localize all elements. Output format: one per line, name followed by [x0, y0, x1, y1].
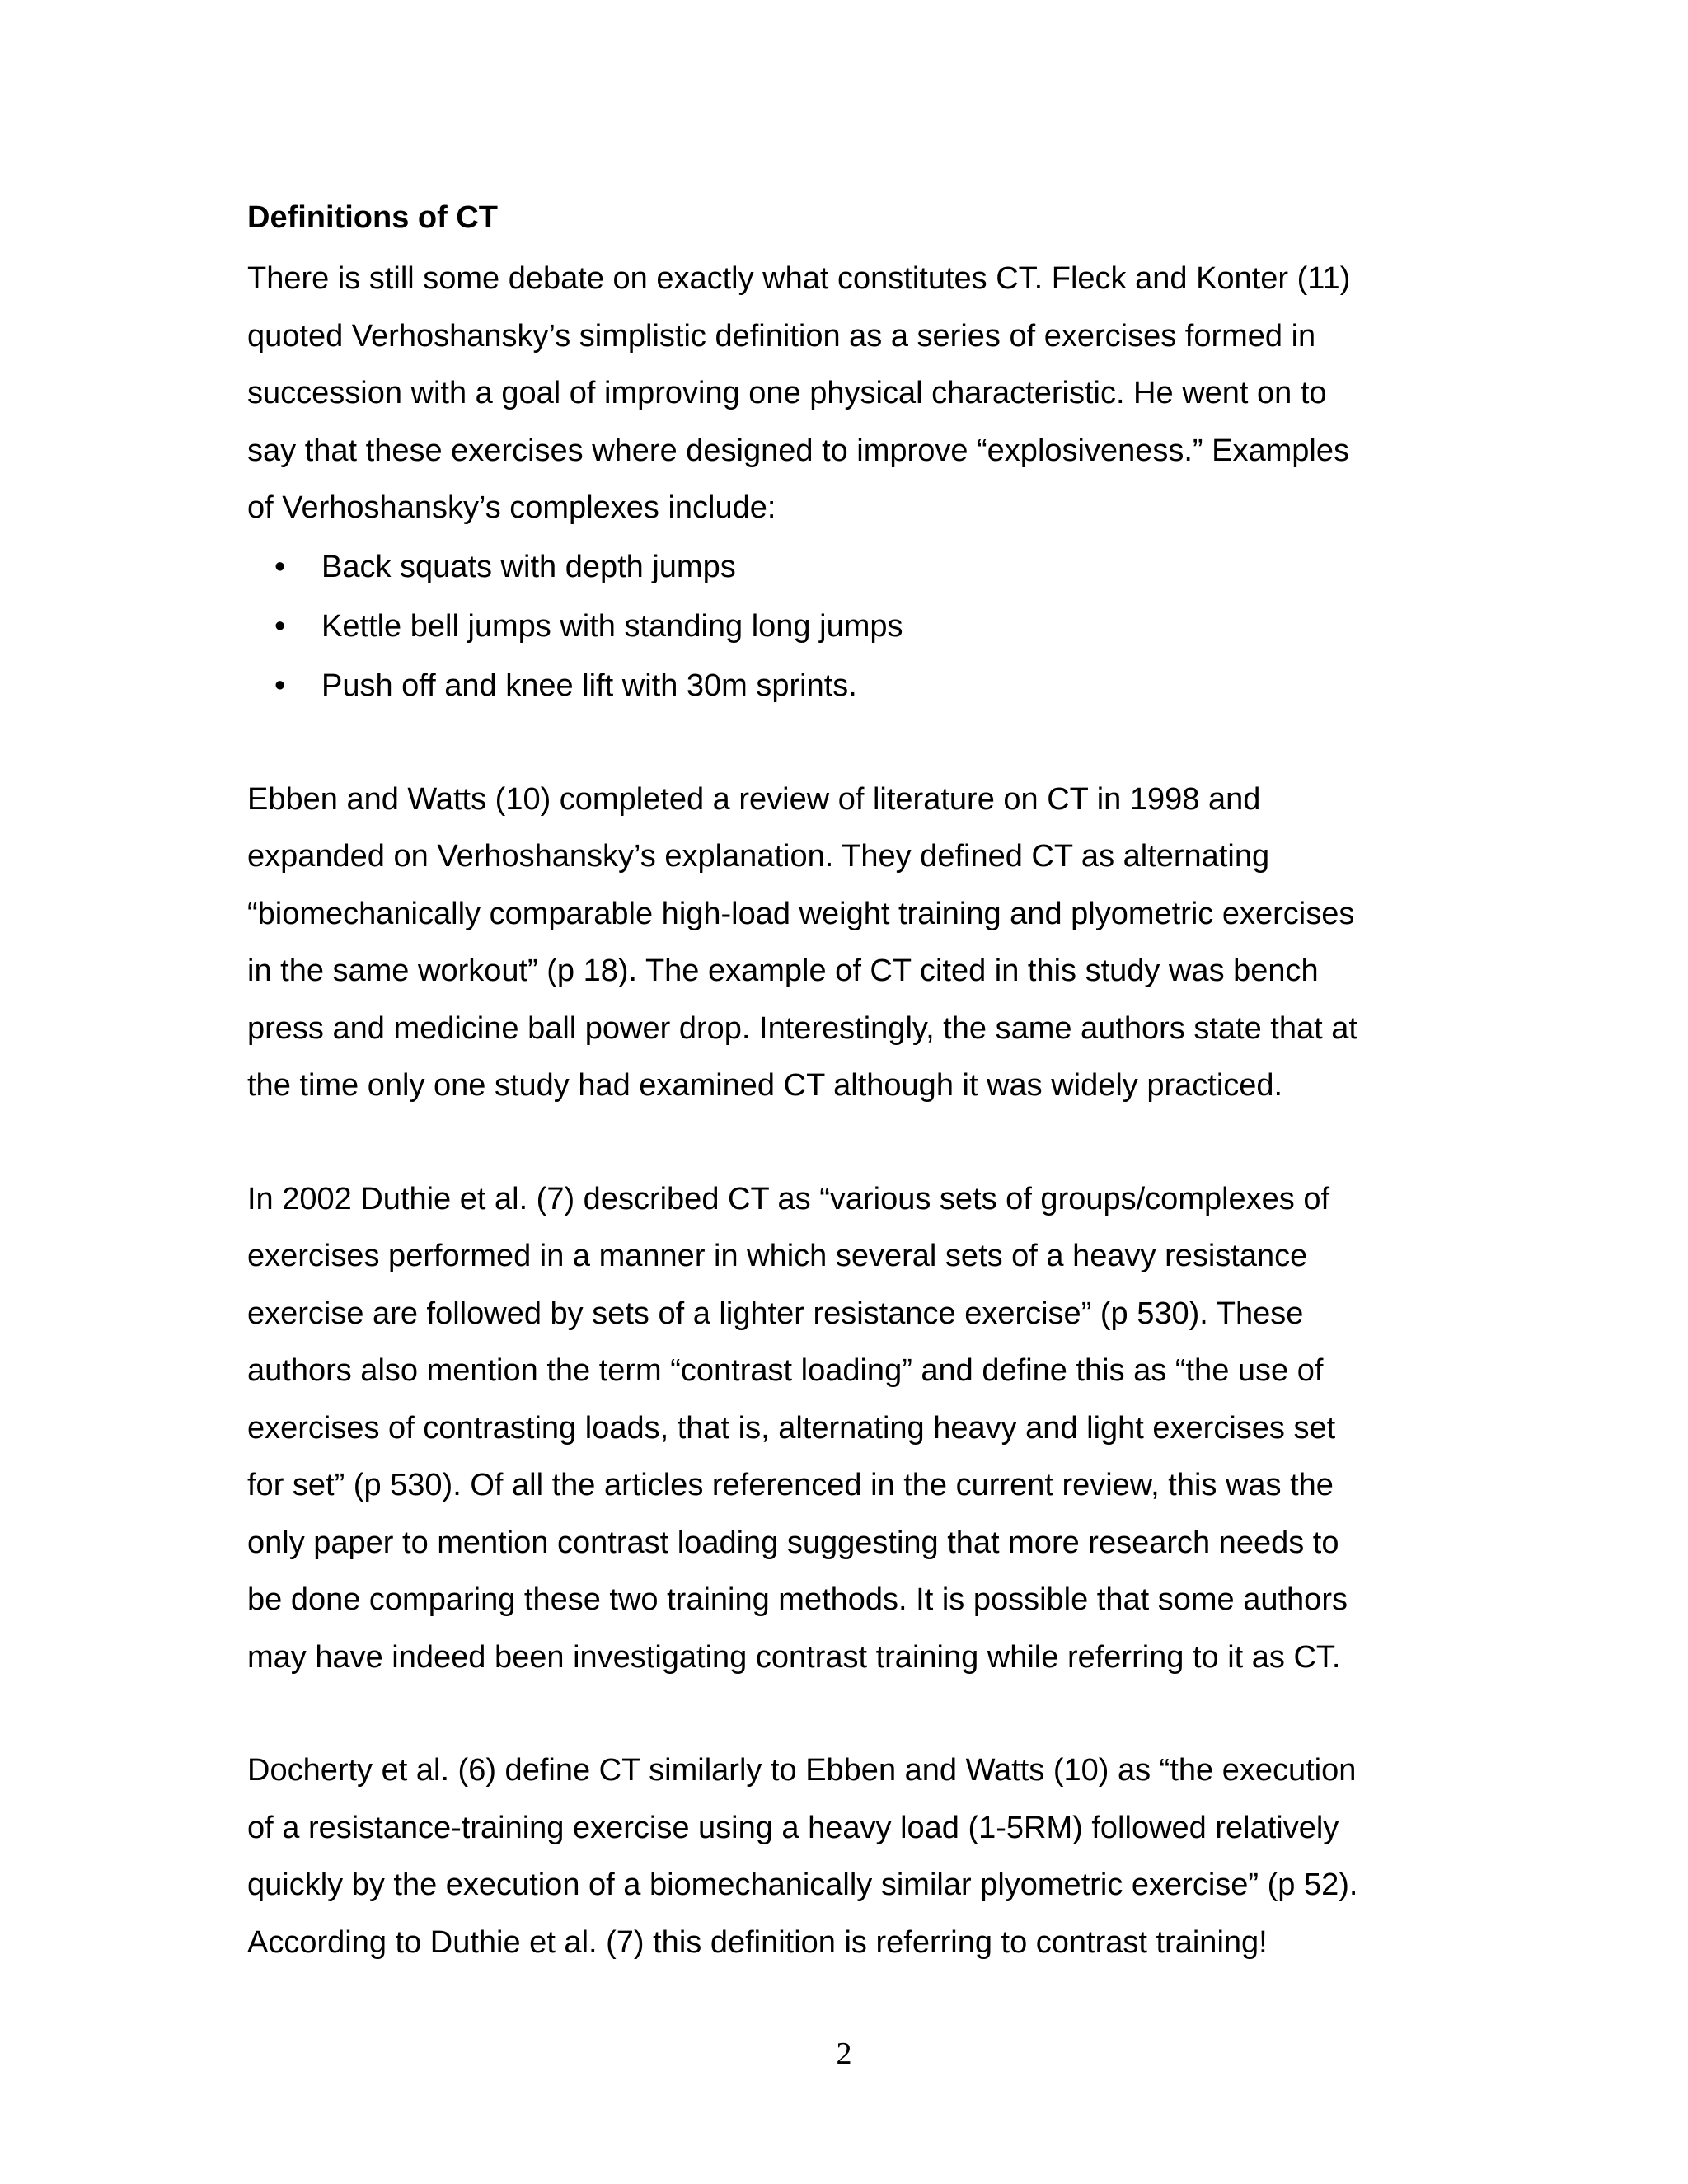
text-line: only paper to mention contrast loading suggesting that more research needs to — [247, 1525, 1339, 1560]
section-heading: Definitions of CT — [247, 200, 498, 235]
text-line: quoted Verhoshansky’s simplistic definition as a series of exercises formed in — [247, 318, 1316, 354]
text-line: quickly by the execution of a biomechanically similar plyometric exercise” (p 52). — [247, 1868, 1358, 1902]
paragraph-gap — [247, 1686, 1442, 1742]
page-number: 2 — [836, 2036, 852, 2071]
bullet-icon: • — [274, 608, 286, 644]
text-line: in the same workout” (p 18). The example of CT cited in this study was bench — [247, 954, 1319, 988]
complexes-list — [247, 537, 1442, 715]
text-line: In 2002 Duthie et al. (7) described CT as “various sets of groups/complexes of — [247, 1181, 1330, 1216]
paragraph-2 — [247, 771, 1442, 1115]
paragraph-1 — [247, 251, 1442, 537]
bullet-icon: • — [274, 549, 286, 584]
text-line: authors also mention the term “contrast loading” and define this as “the use of — [247, 1353, 1324, 1388]
list-item — [247, 656, 1442, 715]
list-item-text: Back squats with depth jumps — [321, 549, 736, 584]
text-line: exercises performed in a manner in which several sets of a heavy resistance — [247, 1239, 1308, 1273]
text-line: exercises of contrasting loads, that is, alternating heavy and light exercises set — [247, 1410, 1336, 1446]
text-line: be done comparing these two training methods. It is possible that some authors — [247, 1582, 1348, 1617]
text-line: “biomechanically comparable high-load weight training and plyometric exercises — [247, 896, 1355, 931]
text-line: succession with a goal of improving one physical characteristic. He went on to — [247, 376, 1327, 410]
text-line: of a resistance-training exercise using a heavy load (1-5RM) followed relatively — [247, 1810, 1339, 1845]
list-item — [247, 537, 1442, 597]
list-item-text: Push off and knee lift with 30m sprints. — [321, 668, 857, 703]
text-line: exercise are followed by sets of a lighter resistance exercise” (p 530). These — [247, 1296, 1304, 1331]
text-line: of Verhoshansky’s complexes include: — [247, 490, 776, 525]
paragraph-gap — [247, 1115, 1442, 1171]
document-body — [247, 194, 1442, 1971]
bullet-icon: • — [274, 668, 286, 703]
text-line: press and medicine ball power drop. Interestingly, the same authors state that at — [247, 1010, 1357, 1046]
text-line: Ebben and Watts (10) completed a review of literature on CT in 1998 and — [247, 781, 1261, 817]
list-item — [247, 597, 1442, 656]
text-line: say that these exercises where designed to improve “explosiveness.” Examples — [247, 433, 1349, 468]
text-line: expanded on Verhoshansky’s explanation. They defined CT as alternating — [247, 839, 1270, 874]
text-line: may have indeed been investigating contrast training while referring to it as CT. — [247, 1639, 1341, 1675]
list-item-text: Kettle bell jumps with standing long jumps — [321, 608, 903, 644]
paragraph-3 — [247, 1171, 1442, 1687]
text-line: According to Duthie et al. (7) this definition is referring to contrast training! — [247, 1924, 1268, 1960]
paragraph-4 — [247, 1742, 1442, 1971]
text-line: the time only one study had examined CT although it was widely practiced. — [247, 1068, 1283, 1103]
text-line: There is still some debate on exactly what constitutes CT. Fleck and Konter (11) — [247, 261, 1351, 296]
text-line: for set” (p 530). Of all the articles referenced in the current review, this was the — [247, 1468, 1334, 1502]
text-line: Docherty et al. (6) define CT similarly to Ebben and Watts (10) as “the execution — [247, 1753, 1357, 1788]
paragraph-gap — [247, 715, 1442, 771]
